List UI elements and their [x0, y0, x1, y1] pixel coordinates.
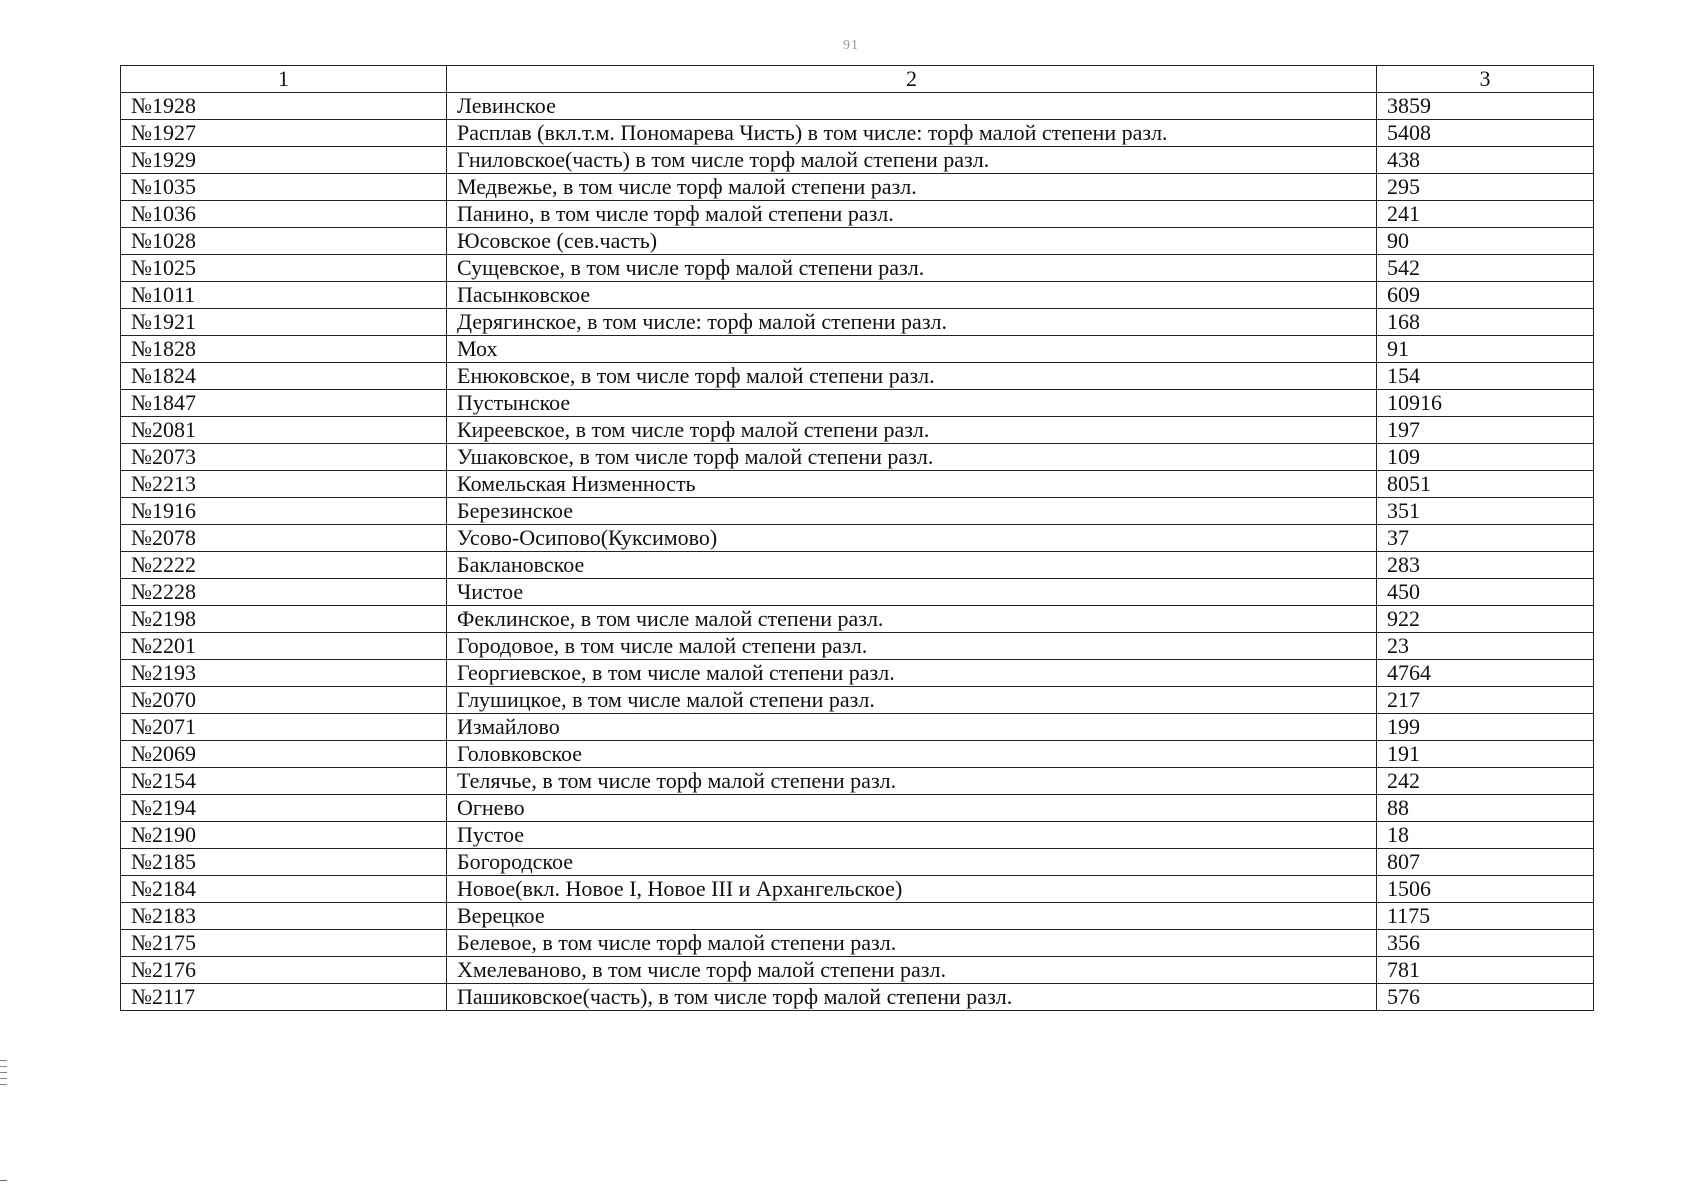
- table-row: [121, 687, 1594, 714]
- table-row: [121, 984, 1594, 1011]
- scan-edge-marks: [0, 1060, 8, 1100]
- row-name-cell: Гниловское(часть) в том числе торф малой степени разл.: [447, 147, 1377, 174]
- row-name-cell: Усово-Осипово(Куксимово): [447, 525, 1377, 552]
- row-name-cell: Новое(вкл. Новое I, Новое III и Архангельское): [447, 876, 1377, 903]
- row-name-cell: Огнево: [447, 795, 1377, 822]
- row-value-cell: 351: [1377, 498, 1594, 525]
- column-header-1: 1: [121, 66, 447, 93]
- table-row: [121, 174, 1594, 201]
- row-value-cell: 1175: [1377, 903, 1594, 930]
- table-row: [121, 552, 1594, 579]
- column-header-2: 2: [447, 66, 1377, 93]
- table-row: [121, 471, 1594, 498]
- row-number-cell: №1036: [121, 201, 447, 228]
- row-value-cell: 438: [1377, 147, 1594, 174]
- row-value-cell: 199: [1377, 714, 1594, 741]
- row-name-cell: Киреевское, в том числе торф малой степени разл.: [447, 417, 1377, 444]
- row-name-cell: Юсовское (сев.часть): [447, 228, 1377, 255]
- table-row: [121, 417, 1594, 444]
- table-row: [121, 93, 1594, 120]
- table-row: [121, 768, 1594, 795]
- row-value-cell: 242: [1377, 768, 1594, 795]
- table-header: [121, 66, 1594, 93]
- row-number-cell: №2198: [121, 606, 447, 633]
- row-name-cell: Белевое, в том числе торф малой степени разл.: [447, 930, 1377, 957]
- row-value-cell: 37: [1377, 525, 1594, 552]
- header-row: [121, 66, 1594, 93]
- row-value-cell: 217: [1377, 687, 1594, 714]
- row-value-cell: 154: [1377, 363, 1594, 390]
- row-name-cell: Верецкое: [447, 903, 1377, 930]
- row-number-cell: №2078: [121, 525, 447, 552]
- table-row: [121, 390, 1594, 417]
- row-name-cell: Чистое: [447, 579, 1377, 606]
- row-name-cell: Пустынское: [447, 390, 1377, 417]
- row-number-cell: №2222: [121, 552, 447, 579]
- data-table: [120, 65, 1594, 1011]
- row-number-cell: №1921: [121, 309, 447, 336]
- row-number-cell: №2190: [121, 822, 447, 849]
- row-value-cell: 91: [1377, 336, 1594, 363]
- table-row: [121, 822, 1594, 849]
- row-number-cell: №1025: [121, 255, 447, 282]
- scan-edge-dash: [0, 1180, 7, 1181]
- row-value-cell: 23: [1377, 633, 1594, 660]
- row-number-cell: №2069: [121, 741, 447, 768]
- row-number-cell: №1916: [121, 498, 447, 525]
- table-row: [121, 849, 1594, 876]
- row-name-cell: Георгиевское, в том числе малой степени разл.: [447, 660, 1377, 687]
- table-row: [121, 930, 1594, 957]
- table-row: [121, 228, 1594, 255]
- row-value-cell: 18: [1377, 822, 1594, 849]
- row-name-cell: Левинское: [447, 93, 1377, 120]
- row-value-cell: 922: [1377, 606, 1594, 633]
- row-number-cell: №2194: [121, 795, 447, 822]
- row-name-cell: Ушаковское, в том числе торф малой степени разл.: [447, 444, 1377, 471]
- table-row: [121, 282, 1594, 309]
- table-row: [121, 957, 1594, 984]
- row-number-cell: №2117: [121, 984, 447, 1011]
- row-name-cell: Дерягинское, в том числе: торф малой степени разл.: [447, 309, 1377, 336]
- row-number-cell: №1927: [121, 120, 447, 147]
- row-value-cell: 88: [1377, 795, 1594, 822]
- row-value-cell: 356: [1377, 930, 1594, 957]
- table-row: [121, 525, 1594, 552]
- row-number-cell: №2201: [121, 633, 447, 660]
- row-value-cell: 807: [1377, 849, 1594, 876]
- row-value-cell: 283: [1377, 552, 1594, 579]
- row-number-cell: №2193: [121, 660, 447, 687]
- row-value-cell: 781: [1377, 957, 1594, 984]
- table-row: [121, 309, 1594, 336]
- row-number-cell: №1929: [121, 147, 447, 174]
- table-row: [121, 903, 1594, 930]
- row-value-cell: 450: [1377, 579, 1594, 606]
- row-number-cell: №2185: [121, 849, 447, 876]
- row-value-cell: 90: [1377, 228, 1594, 255]
- row-number-cell: №2154: [121, 768, 447, 795]
- column-header-3: 3: [1377, 66, 1594, 93]
- row-number-cell: №2228: [121, 579, 447, 606]
- row-value-cell: 8051: [1377, 471, 1594, 498]
- row-value-cell: 576: [1377, 984, 1594, 1011]
- row-name-cell: Измайлово: [447, 714, 1377, 741]
- row-name-cell: Панино, в том числе торф малой степени разл.: [447, 201, 1377, 228]
- row-name-cell: Богородское: [447, 849, 1377, 876]
- row-number-cell: №1828: [121, 336, 447, 363]
- row-value-cell: 109: [1377, 444, 1594, 471]
- row-value-cell: 241: [1377, 201, 1594, 228]
- row-number-cell: №1824: [121, 363, 447, 390]
- table-row: [121, 255, 1594, 282]
- table-row: [121, 795, 1594, 822]
- row-number-cell: №2184: [121, 876, 447, 903]
- row-name-cell: Головковское: [447, 741, 1377, 768]
- row-value-cell: 10916: [1377, 390, 1594, 417]
- row-value-cell: 542: [1377, 255, 1594, 282]
- table-row: [121, 579, 1594, 606]
- table-row: [121, 363, 1594, 390]
- row-number-cell: №1847: [121, 390, 447, 417]
- row-value-cell: 5408: [1377, 120, 1594, 147]
- table-row: [121, 444, 1594, 471]
- table-row: [121, 714, 1594, 741]
- row-name-cell: Березинское: [447, 498, 1377, 525]
- table-row: [121, 606, 1594, 633]
- table-row: [121, 201, 1594, 228]
- row-name-cell: Телячье, в том числе торф малой степени разл.: [447, 768, 1377, 795]
- row-name-cell: Городовое, в том числе малой степени разл.: [447, 633, 1377, 660]
- row-value-cell: 197: [1377, 417, 1594, 444]
- table-row: [121, 147, 1594, 174]
- row-name-cell: Медвежье, в том числе торф малой степени разл.: [447, 174, 1377, 201]
- row-name-cell: Баклановское: [447, 552, 1377, 579]
- table-row: [121, 741, 1594, 768]
- row-name-cell: Глушицкое, в том числе малой степени разл.: [447, 687, 1377, 714]
- row-number-cell: №2071: [121, 714, 447, 741]
- row-value-cell: 295: [1377, 174, 1594, 201]
- row-number-cell: №1035: [121, 174, 447, 201]
- row-name-cell: Расплав (вкл.т.м. Пономарева Чисть) в том числе: торф малой степени разл.: [447, 120, 1377, 147]
- row-name-cell: Феклинское, в том числе малой степени разл.: [447, 606, 1377, 633]
- table-body: [121, 93, 1594, 1011]
- page-number: 91: [843, 38, 859, 53]
- table-row: [121, 660, 1594, 687]
- row-name-cell: Сущевское, в том числе торф малой степени разл.: [447, 255, 1377, 282]
- row-value-cell: 609: [1377, 282, 1594, 309]
- row-value-cell: 4764: [1377, 660, 1594, 687]
- row-number-cell: №1011: [121, 282, 447, 309]
- row-name-cell: Мох: [447, 336, 1377, 363]
- row-name-cell: Комельская Низменность: [447, 471, 1377, 498]
- row-number-cell: №2070: [121, 687, 447, 714]
- row-value-cell: 3859: [1377, 93, 1594, 120]
- table-row: [121, 498, 1594, 525]
- row-name-cell: Енюковское, в том числе торф малой степени разл.: [447, 363, 1377, 390]
- row-name-cell: Хмелеваново, в том числе торф малой степени разл.: [447, 957, 1377, 984]
- row-name-cell: Пустое: [447, 822, 1377, 849]
- row-name-cell: Пашиковское(часть), в том числе торф малой степени разл.: [447, 984, 1377, 1011]
- row-number-cell: №1028: [121, 228, 447, 255]
- row-number-cell: №2176: [121, 957, 447, 984]
- row-value-cell: 1506: [1377, 876, 1594, 903]
- row-number-cell: №2073: [121, 444, 447, 471]
- row-number-cell: №1928: [121, 93, 447, 120]
- row-value-cell: 191: [1377, 741, 1594, 768]
- row-value-cell: 168: [1377, 309, 1594, 336]
- row-number-cell: №2183: [121, 903, 447, 930]
- table-row: [121, 633, 1594, 660]
- row-number-cell: №2213: [121, 471, 447, 498]
- table-row: [121, 876, 1594, 903]
- row-number-cell: №2081: [121, 417, 447, 444]
- table-row: [121, 120, 1594, 147]
- row-number-cell: №2175: [121, 930, 447, 957]
- row-name-cell: Пасынковское: [447, 282, 1377, 309]
- table-row: [121, 336, 1594, 363]
